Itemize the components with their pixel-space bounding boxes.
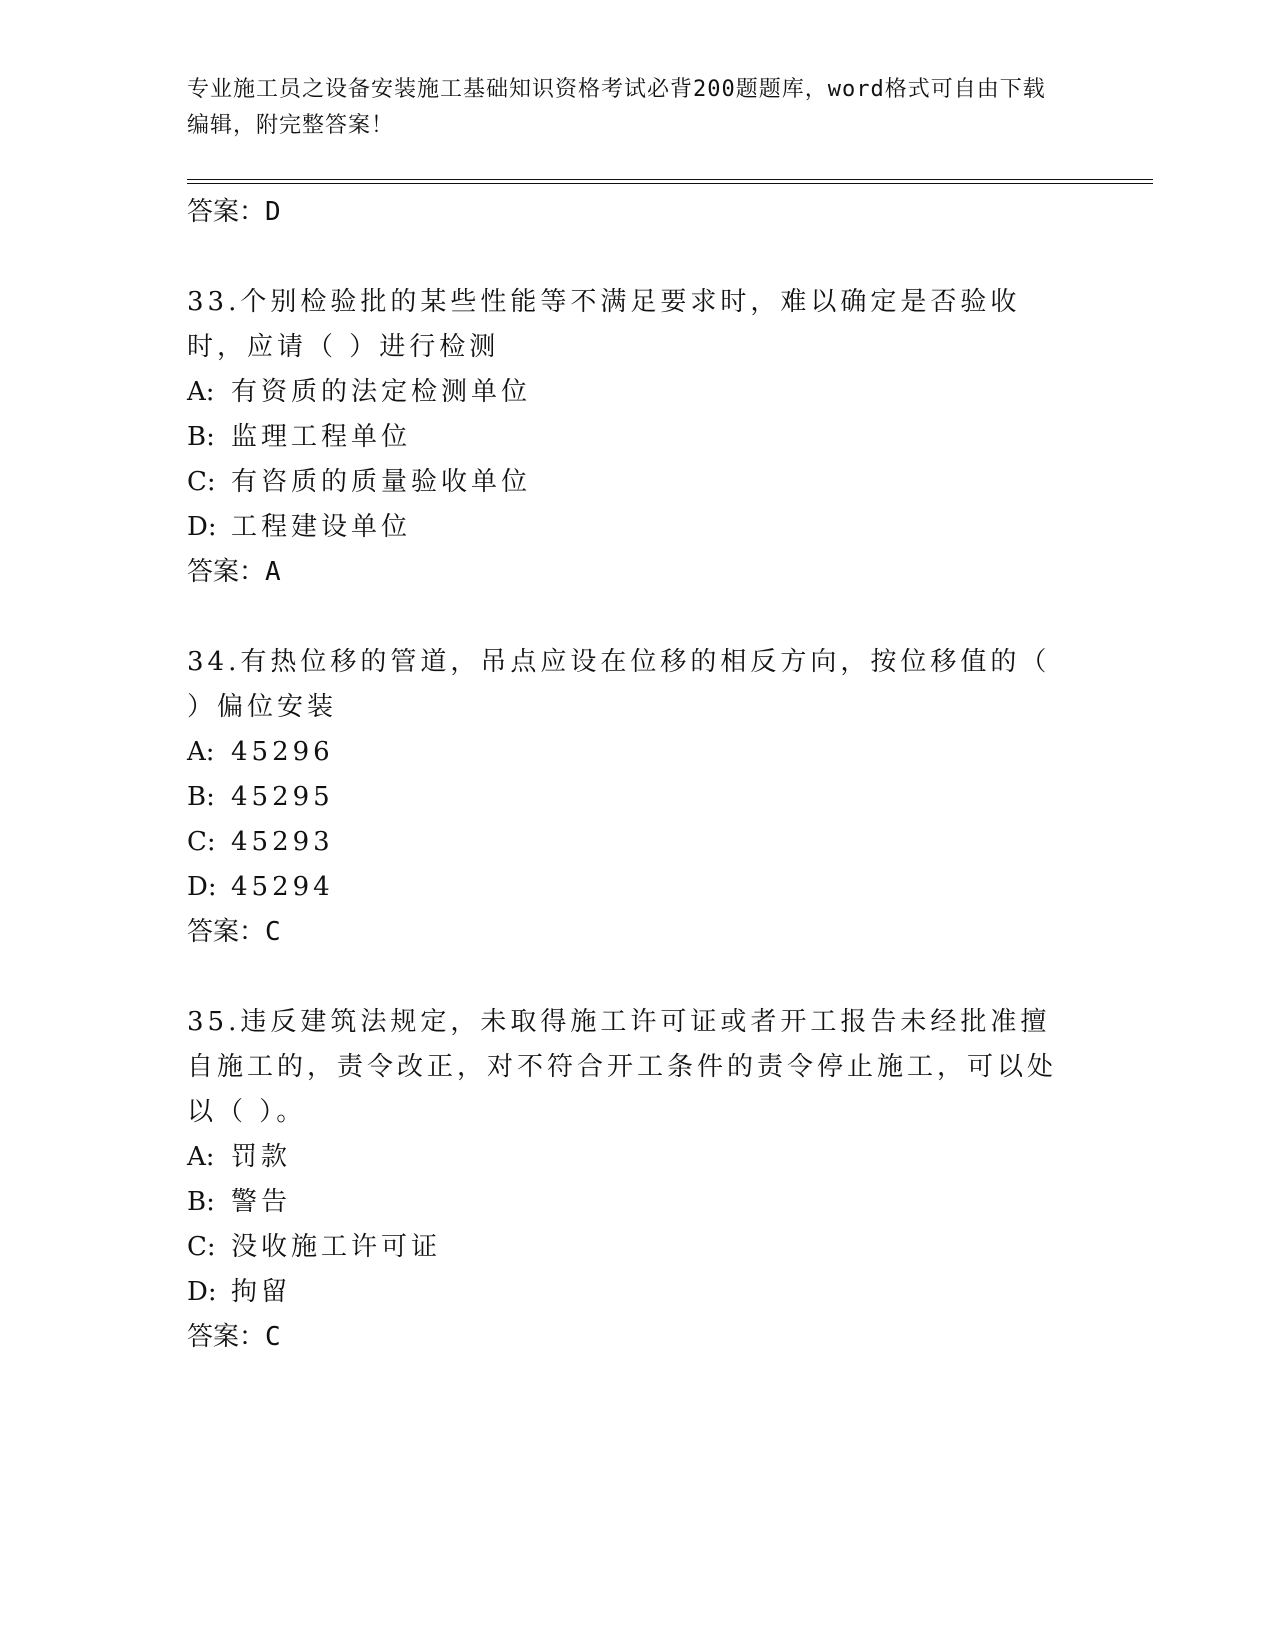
option-text: 罚款: [231, 1142, 292, 1172]
option-a: [187, 730, 1087, 775]
option-d: [187, 1270, 1087, 1315]
question-35: [187, 1000, 1087, 1359]
option-letter: C:: [187, 827, 216, 857]
answer: 答案：C: [187, 1322, 281, 1352]
option-a: [187, 1135, 1087, 1180]
option-text: 警告: [231, 1187, 292, 1217]
option-letter: C:: [187, 1232, 216, 1262]
option-letter: A:: [187, 1142, 215, 1172]
answer: 答案：A: [187, 557, 281, 587]
option-c: [187, 820, 1087, 865]
question-text: 35.违反建筑法规定，未取得施工许可证或者开工报告未经批准擅自施工的，责令改正，对不符合开工条件的责令停止施工，可以处以（ ）。: [187, 1007, 1058, 1127]
question-33: [187, 280, 1087, 594]
option-text: 45294: [231, 872, 334, 902]
header-rule-top: [187, 179, 1153, 180]
option-text: 工程建设单位: [231, 512, 412, 542]
option-letter: B:: [187, 1187, 215, 1217]
option-letter: B:: [187, 782, 215, 812]
document-header: 专业施工员之设备安装施工基础知识资格考试必背200题题库，word格式可自由下载编辑，附完整答案！: [187, 77, 1046, 138]
question-34: [187, 640, 1087, 954]
question-text: 34.有热位移的管道，吊点应设在位移的相反方向，按位移值的（ ）偏位安装: [187, 647, 1051, 722]
option-text: 45293: [231, 827, 334, 857]
option-c: [187, 1225, 1087, 1270]
option-b: [187, 1180, 1087, 1225]
previous-answer: 答案：D: [187, 197, 281, 227]
option-letter: D:: [187, 512, 217, 542]
option-text: 监理工程单位: [231, 422, 412, 452]
option-b: [187, 415, 1087, 460]
option-letter: A:: [187, 737, 215, 767]
option-text: 没收施工许可证: [231, 1232, 442, 1262]
option-text: 45296: [231, 737, 334, 767]
option-letter: D:: [187, 872, 217, 902]
option-d: [187, 505, 1087, 550]
question-text: 33.个别检验批的某些性能等不满足要求时，难以确定是否验收时，应请（ ）进行检测: [187, 287, 1021, 362]
option-c: [187, 460, 1087, 505]
document-body: [187, 190, 1087, 1359]
option-letter: D:: [187, 1277, 217, 1307]
header-rule-bottom: [187, 183, 1153, 184]
option-a: [187, 370, 1087, 415]
option-letter: C:: [187, 467, 216, 497]
option-letter: B:: [187, 422, 215, 452]
option-text: 有咨质的质量验收单位: [231, 467, 532, 497]
option-letter: A:: [187, 377, 215, 407]
option-d: [187, 865, 1087, 910]
option-text: 拘留: [231, 1277, 292, 1307]
option-text: 45295: [231, 782, 334, 812]
option-b: [187, 775, 1087, 820]
option-text: 有资质的法定检测单位: [231, 377, 532, 407]
answer: 答案：C: [187, 917, 281, 947]
